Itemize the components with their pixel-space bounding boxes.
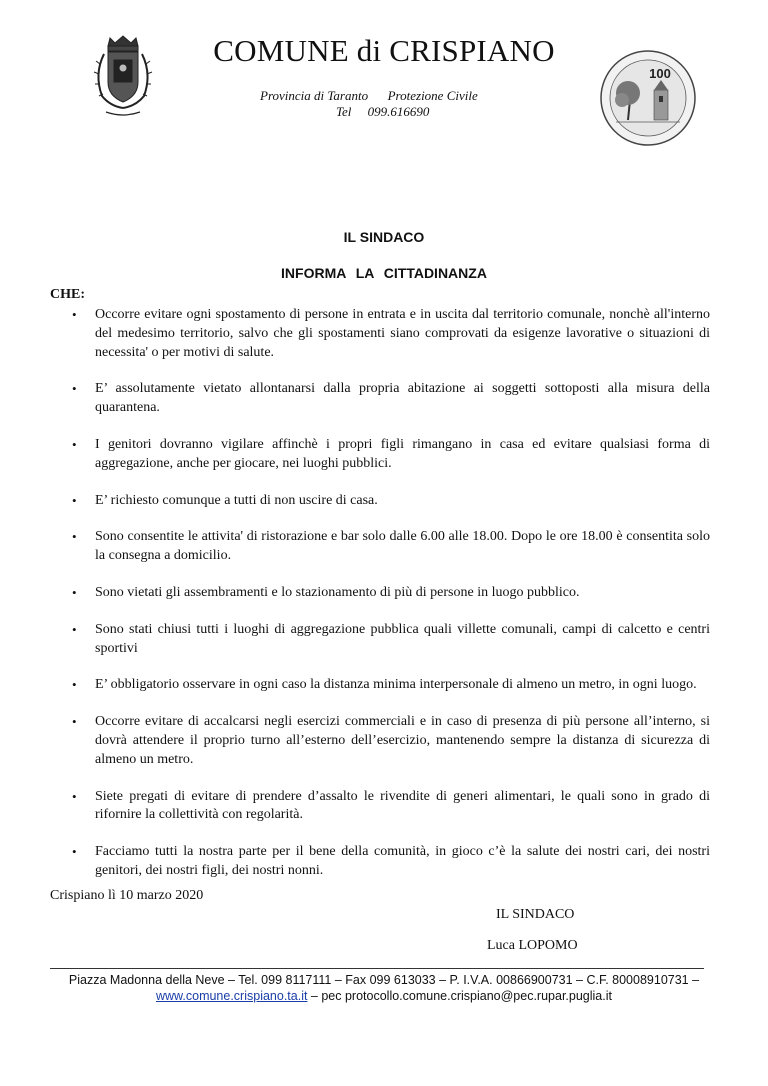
seal-number: 100 (649, 66, 671, 81)
bullet: • (72, 436, 77, 452)
list-item (70, 713, 710, 769)
telephone-line (336, 104, 429, 120)
tel-label: Tel (336, 104, 352, 119)
list-item-text: Sono stati chiusi tutti i luoghi di aggregazione pubblica quali villette comunali, campi di calcetto e centri sportivi (95, 621, 710, 656)
list-item-text: Occorre evitare ogni spostamento di persone in entrata e in uscita dal territorio comunale, nonchè all'interno del medesimo territorio, salvo che gli spostamenti siano comprovati da esigenze lavorative o situazioni di necessita' o per motivi di salute. (95, 307, 710, 360)
list-item (70, 621, 710, 659)
list-item (70, 843, 710, 881)
list-item-text: E’ richiesto comunque a tutti di non uscire di casa. (95, 492, 378, 508)
footer-divider (50, 968, 704, 969)
bullet: • (72, 584, 77, 600)
list-item-text: Facciamo tutti la nostra parte per il bene della comunità, in gioco c’è la salute dei nostri cari, dei nostri genitori, dei nostri figli, dei nostri nonni. (95, 844, 710, 878)
list-item-text: I genitori dovranno vigilare affinchè i propri figli rimangano in casa ed evitare qualsiasi forma di aggregazione, anche per giocare, nei luoghi pubblici. (95, 436, 710, 471)
tel-number: 099.616690 (367, 104, 430, 119)
footer-contacts (0, 989, 768, 1003)
bullet: • (72, 381, 77, 397)
list-item-text: Sono vietati gli assembramenti e lo stazionamento di più di persone in luogo pubblico. (95, 584, 580, 600)
list-item (70, 380, 710, 418)
bullet: • (72, 714, 77, 730)
place-date: Crispiano lì 10 marzo 2020 (50, 888, 204, 903)
bullet: • (72, 677, 77, 693)
issuer-heading: IL SINDACO (343, 229, 425, 245)
pec-address: – pec protocollo.comune.crispiano@pec.rupar.puglia.it (307, 989, 612, 1003)
bullet: • (72, 529, 77, 545)
list-item-text: E’ obbligatorio osservare in ogni caso la distanza minima interpersonale di almeno un metro, in ogni luogo. (95, 677, 697, 693)
list-item (70, 528, 710, 566)
province: Provincia di Taranto (260, 88, 369, 103)
list-item (70, 306, 710, 362)
list-item-text: E’ assolutamente vietato allontanarsi dalla propria abitazione ai soggetti sottoposti alla misura della quarantena. (95, 381, 710, 416)
anniversary-seal-icon (598, 48, 698, 148)
list-item (70, 676, 710, 695)
subtitle-line (260, 88, 478, 104)
list-item-text: Sono consentite le attivita' di ristorazione e bar solo dalle 6.00 alle 18.00. Dopo le ore 18.00 è consentita solo la consegna a domicilio. (95, 529, 710, 564)
list-item (70, 788, 710, 826)
department: Protezione Civile (387, 88, 478, 103)
notice-list (70, 306, 710, 899)
bullet: • (72, 307, 77, 322)
signature-name: Luca LOPOMO (487, 938, 578, 953)
bullet: • (72, 844, 77, 860)
signature-role: IL SINDACO (496, 907, 575, 922)
bullet: • (72, 492, 77, 508)
list-item (70, 584, 710, 603)
municipality-title: COMUNE di CRISPIANO (213, 33, 555, 68)
footer-address: Piazza Madonna della Neve – Tel. 099 8117111 – Fax 099 613033 – P. I.V.A. 00866900731 – C.F. 80008910731 – (68, 973, 700, 987)
list-item-text: Siete pregati di evitare di prendere d’assalto le rivendite di generi alimentari, le quali sono in grado di rifornire la collettività con regolarità. (95, 788, 710, 823)
list-item (70, 492, 710, 511)
lead-word: CHE: (50, 287, 85, 302)
bullet: • (72, 788, 77, 804)
list-item-text: Occorre evitare di accalcarsi negli esercizi commerciali e in caso di presenza di più persone all’interno, si dovrà attendere il proprio turno all’esterno dell’esercizio, mantenendo sempre la distanza di sicurezza di almeno un metro. (95, 714, 710, 767)
subject-heading: INFORMA LA CITTADINANZA (281, 265, 487, 281)
website-link[interactable]: www.comune.crispiano.ta.it (156, 989, 308, 1003)
list-item (70, 436, 710, 474)
bullet: • (72, 621, 77, 637)
